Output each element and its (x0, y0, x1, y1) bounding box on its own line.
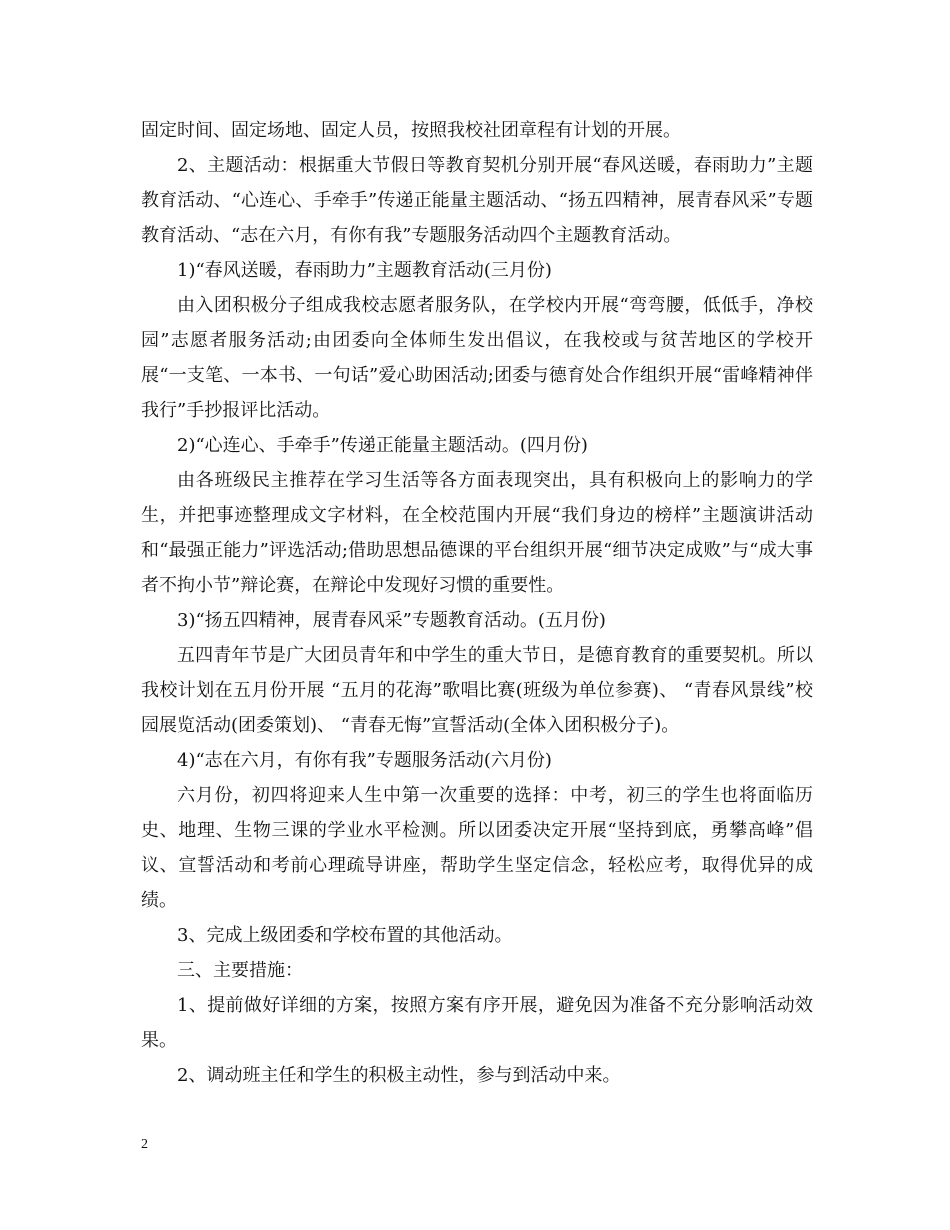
paragraph-activity-may: 五四青年节是广大团员青年和中学生的重大节日，是德育教育的重要契机。所以我校计划在五月份开展 “五月的花海”歌唱比赛(班级为单位参赛)、 “青春风景线”校园展览活动(团委策划)、 “青春无悔”宣誓活动(全体入团积极分子)。 (141, 645, 813, 736)
paragraph-continuation: 固定时间、固定场地、固定人员，按照我校社团章程有计划的开展。 (141, 120, 681, 141)
paragraph-theme-activities: 2、主题活动：根据重大节假日等教育契机分别开展“春风送暖，春雨助力”主题教育活动、“心连心、手牵手”传递正能量主题活动、“扬五四精神，展青春风采”专题教育活动、“志在六月，有你有我”专题服务活动四个主题教育活动。 (141, 155, 813, 246)
page-number: 2 (141, 1137, 148, 1152)
paragraph-activity-june: 六月份，初四将迎来人生中第一次重要的选择：中考，初三的学生也将面临历史、地理、生物三课的学业水平检测。所以团委决定开展“坚持到底，勇攀高峰”倡议、宣誓活动和考前心理疏导讲座，帮助学生坚定信念，轻松应考，取得优异的成绩。 (141, 785, 813, 911)
paragraph-measure-2: 2、调动班主任和学生的积极主动性，参与到活动中来。 (177, 1065, 621, 1086)
heading-activity-april: 2)“心连心、手牵手”传递正能量主题活动。(四月份) (177, 435, 588, 456)
heading-activity-may: 3)“扬五四精神，展青春风采”专题教育活动。(五月份) (177, 610, 606, 631)
heading-activity-march: 1)“春风送暖，春雨助力”主题教育活动(三月份) (177, 260, 552, 281)
paragraph-activity-march: 由入团积极分子组成我校志愿者服务队，在学校内开展“弯弯腰，低低手，净校园”志愿者服务活动;由团委向全体师生发出倡议，在我校或与贫苦地区的学校开展“一支笔、一本书、一句话”爱心助困活动;团委与德育处合作组织开展“雷峰精神伴我行”手抄报评比活动。 (141, 295, 813, 421)
paragraph-other-activities: 3、完成上级团委和学校布置的其他活动。 (177, 925, 513, 946)
body-text (141, 113, 813, 1093)
paragraph-activity-april: 由各班级民主推荐在学习生活等各方面表现突出，具有积极向上的影响力的学生，并把事迹整理成文字材料，在全校范围内开展“我们身边的榜样”主题演讲活动和“最强正能力”评选活动;借助思想品德课的平台组织开展“细节决定成败”与“成大事者不拘小节”辩论赛，在辩论中发现好习惯的重要性。 (141, 470, 813, 596)
paragraph-measure-1: 1、提前做好详细的方案，按照方案有序开展，避免因为准备不充分影响活动效果。 (141, 995, 813, 1051)
heading-main-measures: 三、主要措施： (177, 960, 303, 981)
heading-activity-june: 4)“志在六月，有你有我”专题服务活动(六月份) (177, 750, 552, 771)
